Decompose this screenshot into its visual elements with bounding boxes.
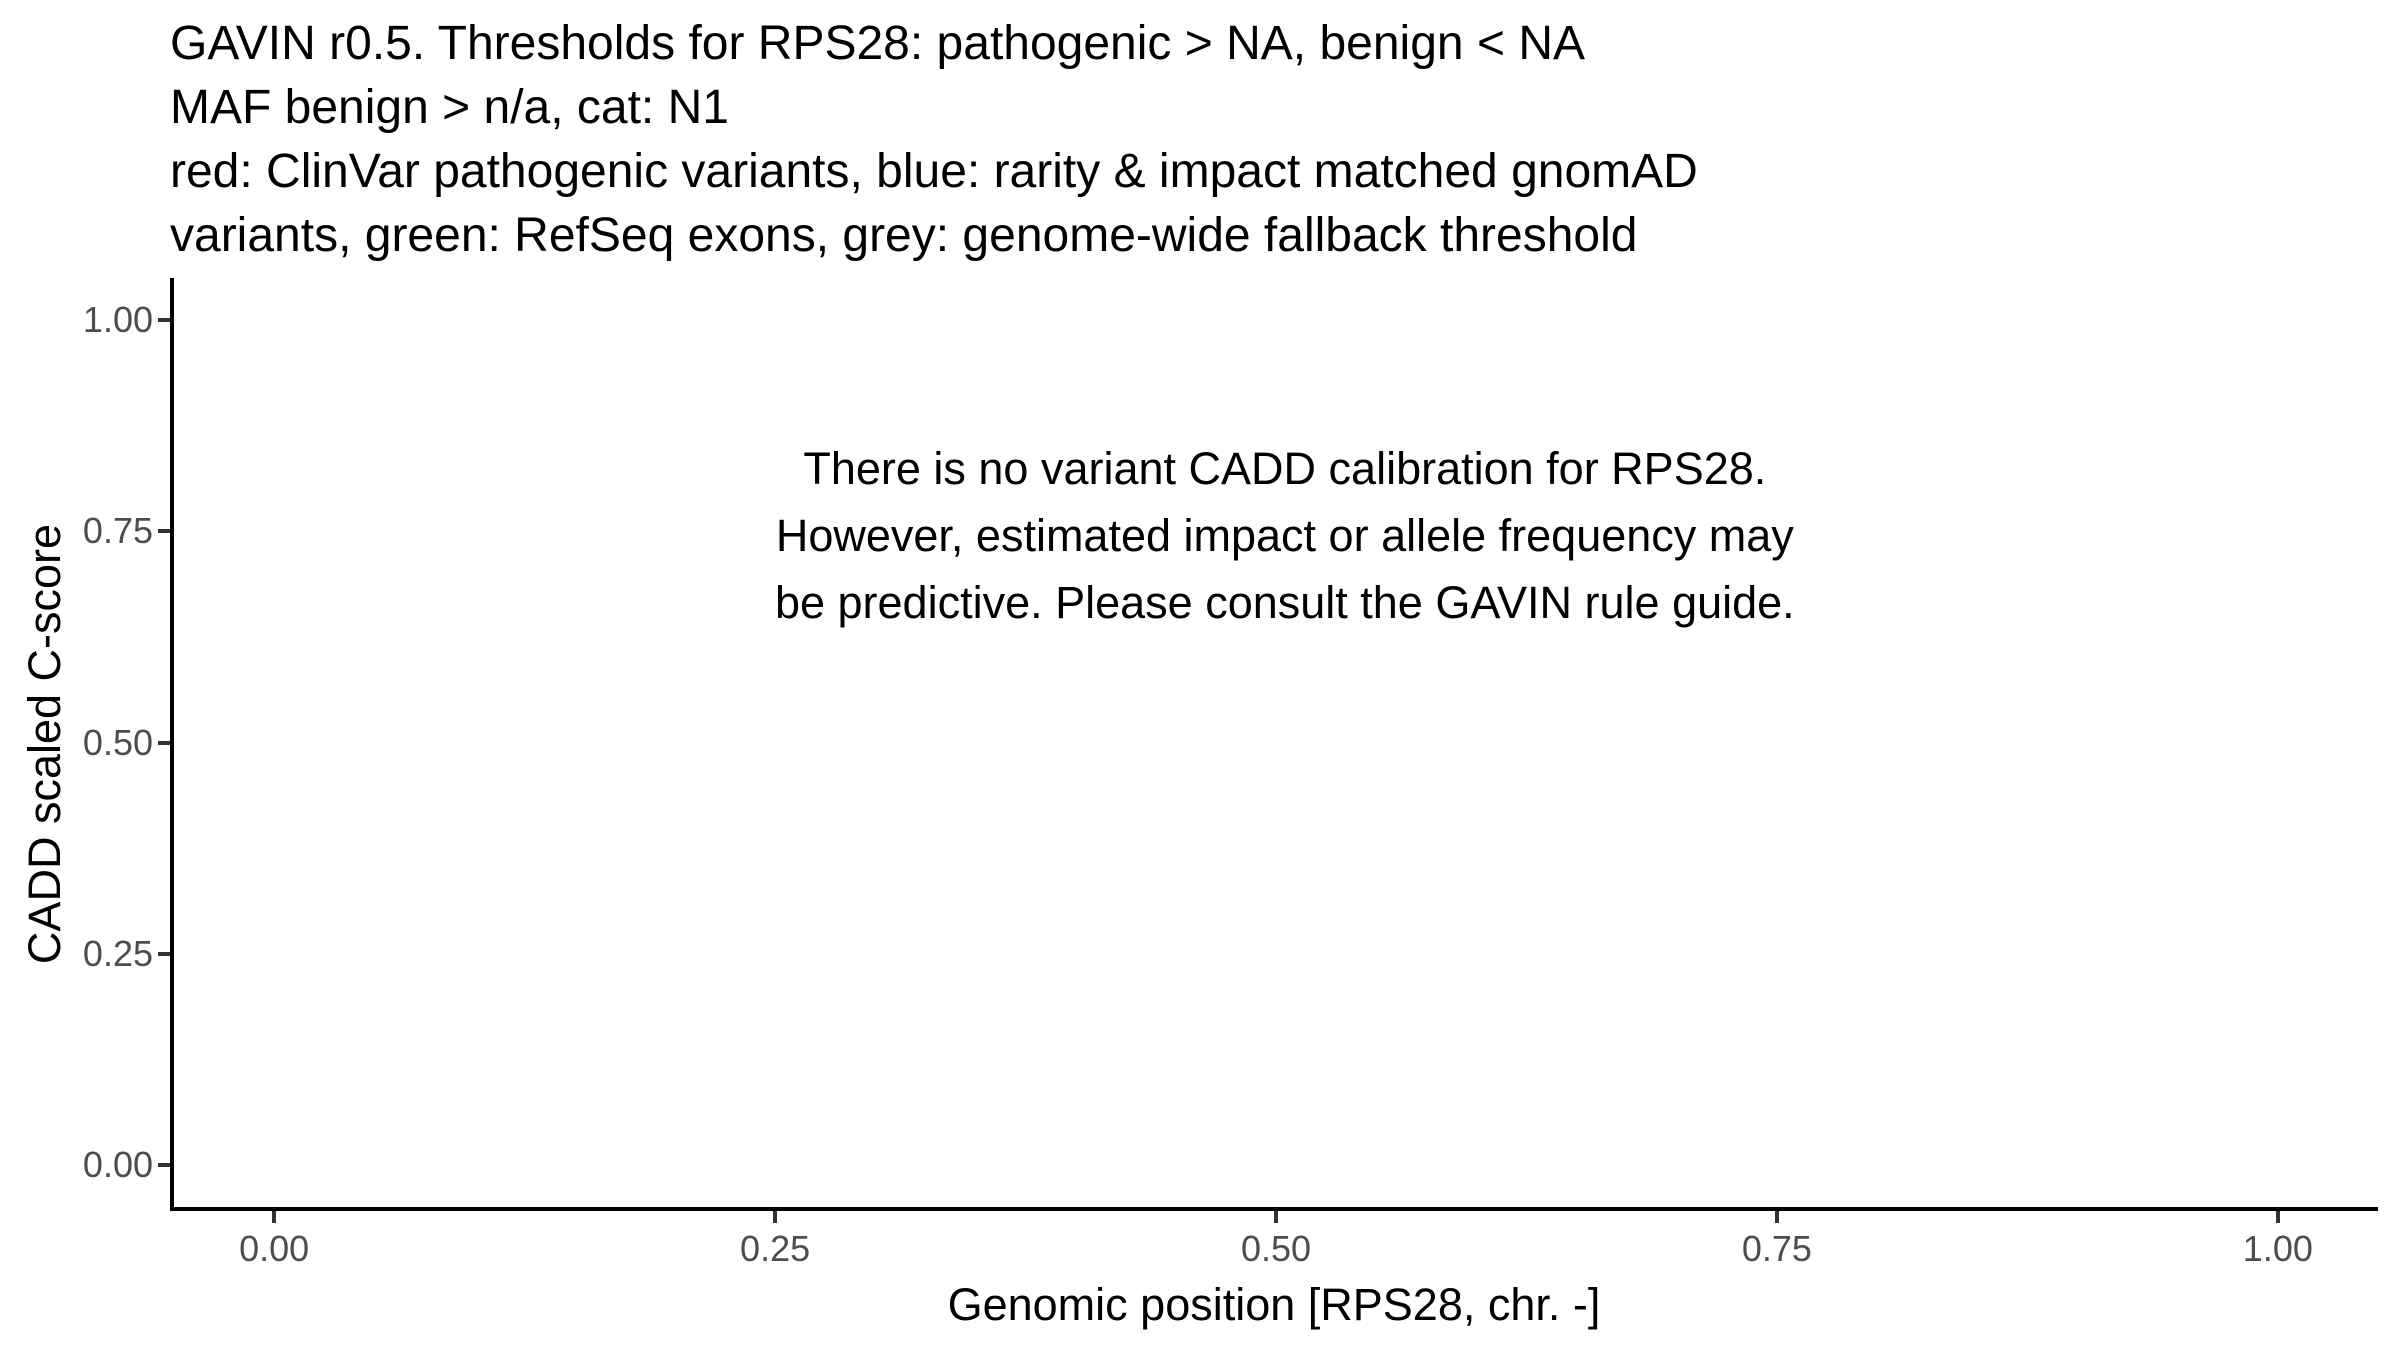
plot-title-line: GAVIN r0.5. Thresholds for RPS28: pathogenic > NA, benign < NA — [170, 17, 1585, 70]
x-tick-mark — [1274, 1211, 1278, 1223]
x-tick-mark — [2276, 1211, 2280, 1223]
x-tick-label: 0.00 — [239, 1228, 310, 1269]
plot-title-line: variants, green: RefSeq exons, grey: genome-wide fallback threshold — [170, 209, 1638, 262]
x-tick-label: 1.00 — [2242, 1228, 2313, 1269]
plot-title — [170, 12, 2370, 268]
y-tick-label: 0.25 — [82, 932, 153, 974]
y-tick-mark — [158, 741, 170, 745]
plot-title-line: red: ClinVar pathogenic variants, blue: rarity & impact matched gnomAD — [170, 145, 1698, 198]
y-tick-label: 0.00 — [82, 1143, 153, 1185]
annotation-line: be predictive. Please consult the GAVIN rule guide. — [774, 577, 1795, 628]
x-tick-mark — [773, 1211, 777, 1223]
x-tick-mark — [1775, 1211, 1779, 1223]
no-calibration-annotation — [775, 435, 1795, 636]
x-axis-title: Genomic position [RPS28, chr. -] — [947, 1279, 1601, 1330]
x-tick-label: 0.75 — [1741, 1228, 1812, 1269]
y-tick-label: 1.00 — [82, 299, 153, 341]
annotation-line: There is no variant CADD calibration for RPS28. — [803, 443, 1767, 494]
plot-panel — [82, 278, 2378, 1269]
y-axis-title: CADD scaled C-score — [19, 523, 70, 965]
y-tick-mark — [158, 529, 170, 533]
y-tick-mark — [158, 318, 170, 322]
x-tick-label: 0.50 — [1240, 1228, 1312, 1269]
annotation-line: However, estimated impact or allele frequency may — [775, 510, 1794, 561]
y-tick-mark — [158, 1163, 170, 1167]
plot-title-line: MAF benign > n/a, cat: N1 — [170, 81, 729, 134]
y-tick-mark — [158, 952, 170, 956]
x-tick-mark — [272, 1211, 276, 1223]
y-tick-label: 0.75 — [82, 510, 153, 552]
y-tick-label: 0.50 — [82, 721, 153, 763]
x-tick-label: 0.25 — [740, 1228, 811, 1269]
